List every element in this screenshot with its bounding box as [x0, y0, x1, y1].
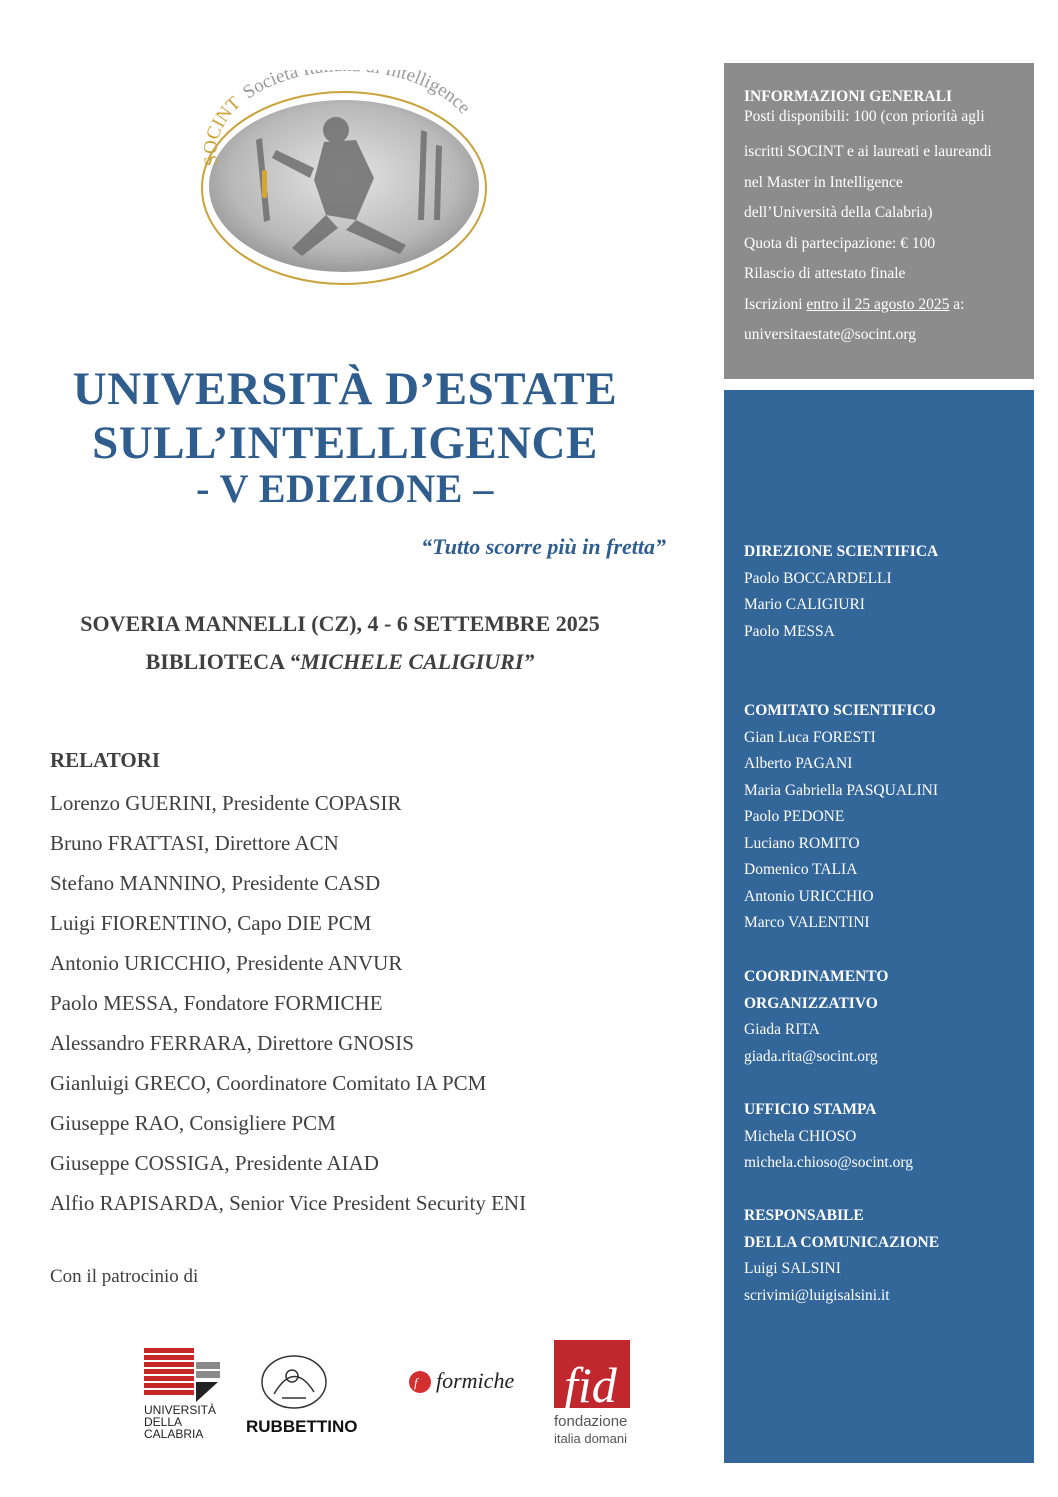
event-venue	[20, 649, 660, 675]
event-place-date: SOVERIA MANNELLI (CZ), 4 - 6 SETTEMBRE 2025	[80, 611, 600, 636]
member-item: Domenico TALIA	[744, 861, 858, 878]
registration-line	[744, 290, 1034, 321]
speaker-item: Lorenzo GUERINI, Presidente COPASIR	[50, 791, 402, 815]
info-line: Posti disponibili: 100 (con priorità agli	[744, 108, 985, 125]
member-item: Gian Luca FORESTI	[744, 728, 876, 746]
info-heading: INFORMAZIONI GENERALI	[744, 88, 952, 105]
member-item: Maria Gabriella PASQUALINI	[744, 781, 938, 799]
socint-logo	[196, 70, 496, 285]
fid-logo	[554, 1340, 636, 1450]
speaker-item: Bruno FRATTASI, Direttore ACN	[50, 831, 339, 855]
speaker-item: Stefano MANNINO, Presidente CASD	[50, 871, 381, 895]
section-heading: RESPONSABILE	[744, 1207, 864, 1224]
press-office-section	[744, 1097, 913, 1177]
communication-section	[744, 1203, 939, 1309]
logo-arc-text: SOCINT Società ntelligence	[200, 70, 475, 168]
unical-text-1: UNIVERSITÀ	[144, 1403, 217, 1417]
unical-text-2: DELLA	[144, 1415, 183, 1429]
contact-email[interactable]: scrivimi@luigisalsini.it	[744, 1286, 890, 1304]
info-line: Rilascio di attestato finale	[744, 265, 906, 282]
formiche-logo	[408, 1362, 532, 1402]
info-line: nel Master in Intelligence	[744, 173, 903, 191]
member-item: Luciano ROMITO	[744, 834, 860, 852]
speaker-item: Alessandro FERRARA, Direttore GNOSIS	[50, 1031, 414, 1055]
unical-logo	[144, 1348, 224, 1443]
contact-email[interactable]: michela.chioso@socint.org	[744, 1154, 913, 1171]
general-info-box	[724, 63, 1034, 379]
info-line: dell’Università della Calabria)	[744, 204, 933, 221]
edition-label: - V EDIZIONE –	[196, 466, 494, 511]
section-heading: DELLA COMUNICAZIONE	[744, 1233, 940, 1251]
fid-mark: fid	[564, 1357, 617, 1413]
rubbettino-logo	[244, 1352, 366, 1440]
registration-suffix: a:	[949, 295, 965, 313]
info-line: Quota di partecipazione: € 100	[744, 234, 936, 252]
committee-panel	[724, 390, 1034, 1463]
speaker-item: Giuseppe COSSIGA, Presidente AIAD	[50, 1151, 379, 1175]
section-heading: COMITATO SCIENTIFICO	[744, 702, 936, 719]
svg-text:f: f	[414, 1375, 418, 1390]
venue-name: “MICHELE CALIGIURI”	[289, 649, 535, 674]
registration-email[interactable]: universitaestate@socint.org	[744, 326, 916, 343]
motto: “Tutto scorre più in fretta”	[421, 534, 666, 559]
scientific-direction-section	[744, 539, 938, 645]
member-item: Giada RITA	[744, 1021, 820, 1038]
section-heading: DIREZIONE SCIENTIFICA	[744, 543, 939, 560]
venue-prefix: BIBLIOTECA	[145, 649, 290, 674]
organizing-coordination-section	[744, 964, 888, 1070]
fid-text-2: italia domani	[554, 1431, 627, 1446]
speaker-item: Antonio URICCHIO, Presidente ANVUR	[50, 951, 403, 975]
speakers-heading: RELATORI	[50, 748, 161, 772]
section-heading: COORDINAMENTO	[744, 968, 889, 985]
member-item: Paolo PEDONE	[744, 808, 845, 825]
speaker-item: Luigi FIORENTINO, Capo DIE PCM	[50, 911, 372, 935]
unical-text-3: CALABRIA	[144, 1427, 204, 1441]
member-item: Antonio URICCHIO	[744, 887, 874, 905]
rubbettino-text: RUBBETTINO	[246, 1417, 358, 1436]
page-title-line2: SULL’INTELLIGENCE	[92, 417, 598, 469]
speaker-item: Paolo MESSA, Fondatore FORMICHE	[50, 991, 383, 1015]
registration-deadline: entro il 25 agosto 2025	[806, 295, 950, 313]
member-item: Michela CHIOSO	[744, 1127, 857, 1145]
formiche-text: formiche	[436, 1368, 515, 1393]
speakers-list	[50, 783, 526, 1223]
member-item: Luigi SALSINI	[744, 1260, 841, 1277]
member-item: Alberto PAGANI	[744, 755, 853, 772]
scientific-committee-section	[744, 698, 938, 937]
member-item: Mario CALIGIURI	[744, 596, 865, 613]
info-line: iscritti SOCINT e ai laureati e laureandi	[744, 143, 992, 160]
section-heading: UFFICIO STAMPA	[744, 1101, 877, 1118]
member-item: Paolo MESSA	[744, 622, 835, 640]
speaker-item: Alfio RAPISARDA, Senior Vice President Security ENI	[50, 1191, 527, 1215]
section-heading: ORGANIZZATIVO	[744, 994, 878, 1012]
speaker-item: Gianluigi GRECO, Coordinatore Comitato IA PCM	[50, 1071, 487, 1095]
speaker-item: Giuseppe RAO, Consigliere PCM	[50, 1111, 336, 1135]
member-item: Paolo BOCCARDELLI	[744, 569, 892, 587]
page-title-line1: UNIVERSITÀ D’ESTATE	[72, 363, 618, 415]
member-item: Marco VALENTINI	[744, 914, 870, 931]
registration-prefix: Iscrizioni	[744, 295, 807, 313]
patronage-label: Con il patrocinio di	[50, 1266, 199, 1287]
contact-email[interactable]: giada.rita@socint.org	[744, 1047, 878, 1065]
fid-text-1: fondazione	[554, 1413, 628, 1430]
